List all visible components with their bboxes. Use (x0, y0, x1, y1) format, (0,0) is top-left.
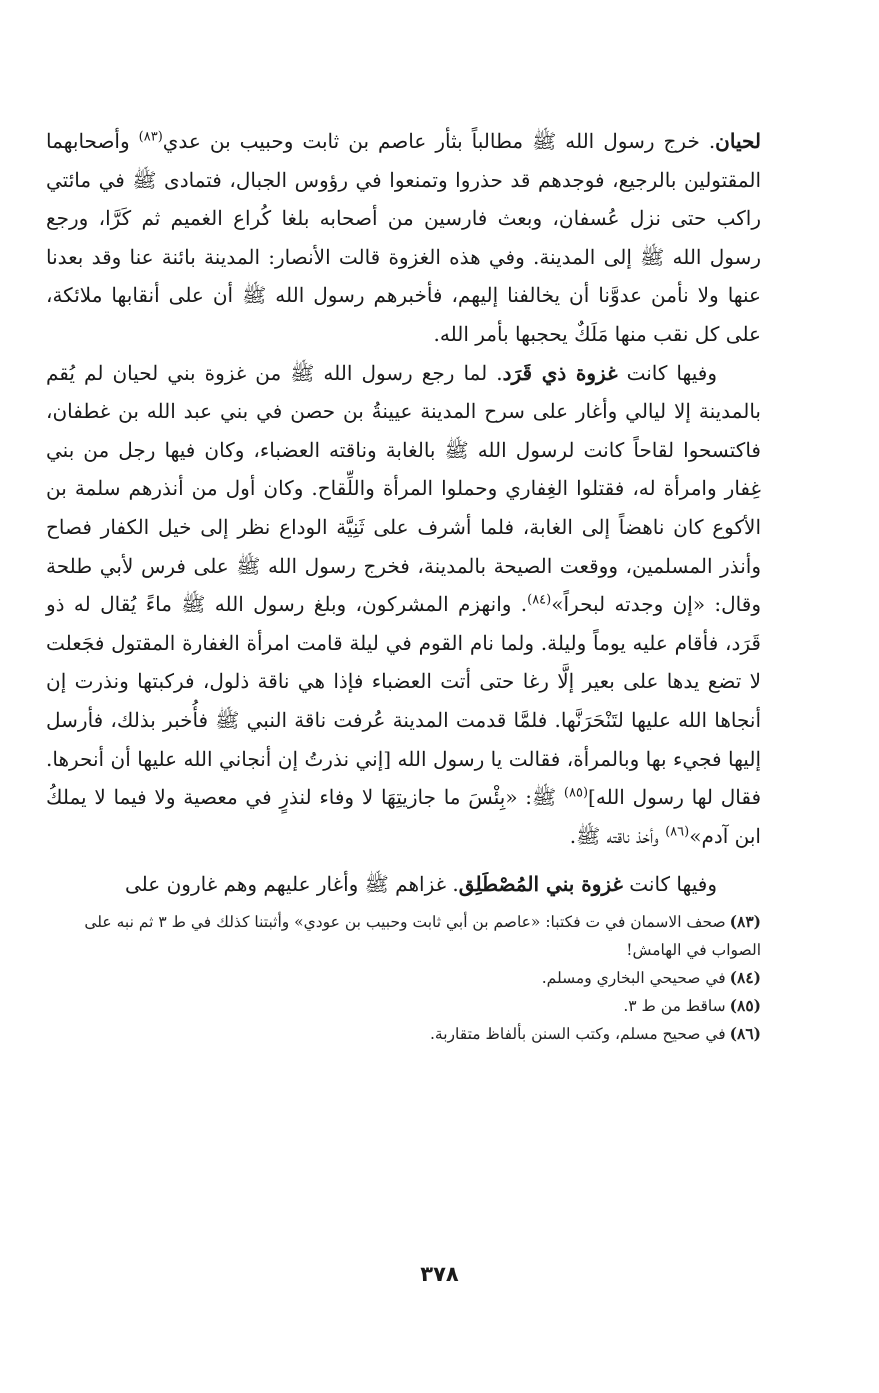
paragraph-1-text-b: وأصحابهما المقتولين بالرجيع، فوجدهم قد حذروا وتمنعوا في رؤوس الجبال، فتمادى ﷺ في مائتي راكب حتى نزل عُسفان، وبعث فارسين من أصحابه بلغا كُراع الغميم ثم كَرَّا، ورجع رسول الله ﷺ إلى المدينة. وفي هذه الغزوة قالت الأنصار: المدينة بائنة عنا وقد بعدنا عنها ولا نأمن عدوَّنا أن يخالفنا إليهم، فأخبرهم رسول الله ﷺ أن على أنقابها ملائكة، على كل نقب منها مَلَكٌ يحجبها بأمر الله. (46, 129, 761, 346)
footnote-number: (٨٥) (729, 995, 761, 1015)
heading-ghazwat-bani-al-mustaliq: غزوة بني المُصْطَلِق (458, 872, 623, 897)
paragraph-1 (46, 122, 761, 354)
footnote-85 (46, 992, 761, 1020)
footnote-number: (٨٣) (729, 911, 761, 931)
paragraph-2-text-c: . وانهزم المشركون، وبلغ رسول الله ﷺ ماءً يُقال له ذو قَرَد، فأقام عليه يوماً وليلة. ولما نام القوم في ليلة قامت امرأة الغفارة المقتول فجَعلت لا تضع يدها على بعير إلَّا رغا حتى أتت العضباء فإذا هي ناقة ذلول، فركبتها ونذرت إن أنجاها الله عليها لتَنْحَرَنَّها. فلمَّا قدمت المدينة عُرفت ناقة النبي ﷺ فأُخبر بذلك، فأرسل إليها فجيء بها وبالمرأة، فقالت يا رسول الله [إني نذرتُ إن أنجاني الله عليها أن أنحرها. فقال لها رسول الله] (46, 592, 762, 810)
footnote-ref-84: (٨٤) (527, 592, 552, 608)
paragraph-3-text-a: وفيها كانت (622, 872, 717, 897)
paragraph-2 (46, 354, 761, 856)
footnote-84 (46, 964, 761, 992)
footnote-text: في صحيحي البخاري ومسلم. (541, 968, 726, 987)
footnote-text: ساقط من ط ٣. (623, 996, 726, 1015)
footnote-text: صحف الاسمان في ت فكتبا: «عاصم بن أبي ثابت وحبيب بن عودي» وأثبتنا كذلك في ط ٣ ثم نبه على الصواب في الهامش! (84, 912, 761, 959)
paragraph-1-text-a: . خرج رسول الله ﷺ مطالباً بثأر عاصم بن ثابت وحبيب بن عدي (162, 129, 716, 153)
paragraph-2-text-d: ﷺ: «بِئْسَ ما جازيتِهَا لا وفاء لنذرٍ في معصية ولا فيما لا يملكُ ابن آدم» (46, 785, 761, 848)
footnote-text: في صحيح مسلم، وكتب السنن بألفاظ متقاربة. (430, 1024, 726, 1043)
page-content (46, 122, 761, 1048)
heading-ghazwat-dhi-qarad: غزوة ذي قَرَد (502, 360, 618, 385)
footnote-number: (٨٤) (729, 967, 761, 987)
footnotes (46, 908, 761, 1048)
footnote-number: (٨٦) (729, 1023, 761, 1043)
paragraph-3 (46, 865, 761, 904)
footnote-ref-83: (٨٣) (138, 129, 163, 145)
paragraph-2-text-a: وفيها كانت (617, 360, 717, 385)
footnote-86 (46, 1020, 761, 1048)
paragraph-1-lead: لحيان (715, 129, 761, 153)
paragraph-2-text-b: . لما رجع رسول الله ﷺ من غزوة بني لحيان لم يُقم بالمدينة إلا ليالي وأغار على سرح المدينة عيينةُ بن حصن في بني عبد الله بن غطفان، فاكتسحوا لقاحاً كانت لرسول الله ﷺ بالغابة وناقته العضباء، وكان فيها رجل من بني غِفار وامرأة له، فقتلوا الغِفاري وحملوا المرأة واللِّقاح. وكان أول من أنذرهم سلمة بن الأكوع كان ناهضاً إلى الغابة، فلما أشرف على ثَنِيَّة الوداع نظر إلى خيل الكفار فصاح وأنذر المسلمين، ووقعت الصيحة بالمدينة، فخرج رسول الله ﷺ على فرس لأبي طلحة وقال: «إن وجدته لبحراً» (46, 360, 761, 617)
main-text (46, 122, 761, 904)
footnote-ref-86: (٨٦) (665, 824, 690, 840)
footnote-ref-85: (٨٥) (563, 785, 589, 801)
paragraph-2-text-e: وأخذ ناقته ﷺ. (569, 823, 666, 848)
page-number: ٣٧٨ (420, 1262, 459, 1286)
footnote-83 (46, 908, 761, 964)
paragraph-3-text-b: . غزاهم ﷺ وأغار عليهم وهم غارون على (125, 872, 459, 897)
